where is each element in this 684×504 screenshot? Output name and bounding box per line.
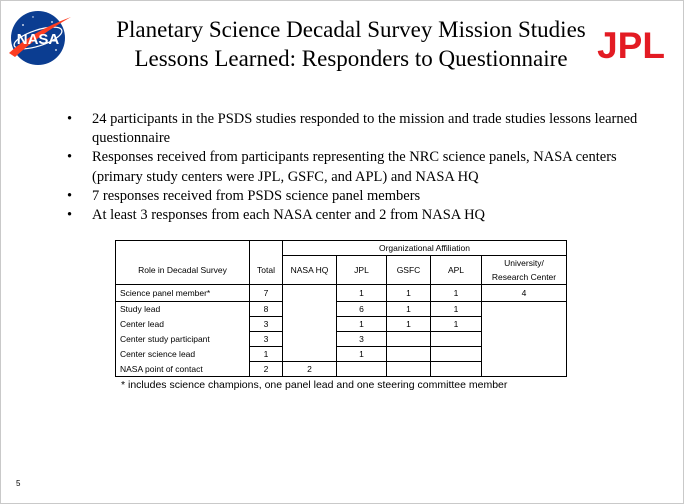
header-jpl: JPL [337, 256, 387, 285]
cell-gsfc: 1 [387, 317, 431, 332]
cell-gsfc: 1 [387, 285, 431, 302]
cell-role: Center lead [116, 317, 250, 332]
cell-apl [431, 332, 482, 347]
cell-apl: 1 [431, 285, 482, 302]
header-university-line1: University/ [482, 256, 567, 271]
page-title [61, 15, 641, 73]
bullet-item: • 24 participants in the PSDS studies responded to the mission and trade studies lessons learned questionnaire [67, 110, 657, 148]
jpl-logo [585, 27, 677, 63]
cell-jpl: 1 [337, 347, 387, 362]
cell-nasa-hq: 2 [283, 362, 337, 377]
jpl-logo-text: JPL [597, 27, 665, 63]
cell-role: Center science lead [116, 347, 250, 362]
page-number: 5 [16, 479, 21, 488]
cell-apl: 1 [431, 302, 482, 317]
header-university-line2: Research Center [482, 270, 567, 285]
header-role: Role in Decadal Survey [116, 256, 250, 285]
cell-total: 3 [250, 317, 283, 332]
cell-jpl: 3 [337, 332, 387, 347]
cell-jpl: 6 [337, 302, 387, 317]
cell-jpl: 1 [337, 285, 387, 302]
cell-gsfc [387, 332, 431, 347]
header-gsfc: GSFC [387, 256, 431, 285]
cell-total: 3 [250, 332, 283, 347]
bullet-item: • At least 3 responses from each NASA center and 2 from NASA HQ [67, 206, 657, 225]
cell-apl: 1 [431, 317, 482, 332]
cell-role: NASA point of contact [116, 362, 250, 377]
affiliation-table [115, 240, 567, 377]
cell-apl [431, 362, 482, 377]
bullet-list [67, 110, 657, 225]
cell-jpl: 1 [337, 317, 387, 332]
cell-total: 1 [250, 347, 283, 362]
header-apl: APL [431, 256, 482, 285]
cell-total: 8 [250, 302, 283, 317]
footnote: * includes science champions, one panel lead and one steering committee member [121, 379, 508, 391]
cell-role: Science panel member* [116, 285, 250, 302]
table-row [116, 285, 567, 302]
bullet-item: • Responses received from participants representing the NRC science panels, NASA centers (primary study centers were JPL, GSFC, and APL) and NASA HQ [67, 148, 657, 186]
cell-jpl [337, 362, 387, 377]
table-row [116, 302, 567, 317]
cell-total: 2 [250, 362, 283, 377]
cell-role: Study lead [116, 302, 250, 317]
bullet-item: • 7 responses received from PSDS science panel members [67, 187, 657, 206]
nasa-logo-text: NASA [16, 31, 60, 48]
cell-gsfc: 1 [387, 302, 431, 317]
cell-university [482, 302, 567, 377]
table-group-header-row [116, 241, 567, 256]
cell-gsfc [387, 347, 431, 362]
header-total: Total [250, 256, 283, 285]
title-line-1: Planetary Science Decadal Survey Mission Studies [116, 17, 586, 42]
cell-apl [431, 347, 482, 362]
cell-university: 4 [482, 285, 567, 302]
title-line-2: Lessons Learned: Responders to Questionnaire [134, 46, 568, 71]
table-header-row [116, 256, 567, 271]
cell-gsfc [387, 362, 431, 377]
header-nasa-hq: NASA HQ [283, 256, 337, 285]
group-header: Organizational Affiliation [283, 241, 567, 256]
cell-total: 7 [250, 285, 283, 302]
cell-nasa-hq [283, 285, 337, 362]
cell-role: Center study participant [116, 332, 250, 347]
